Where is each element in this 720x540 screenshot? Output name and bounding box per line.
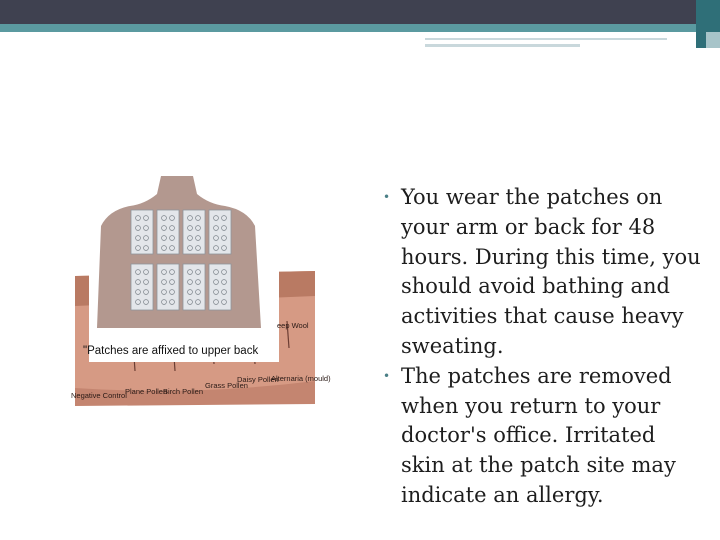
back-image-caption: "Patches are affixed to upper back (83, 345, 259, 357)
patch-test-photo (71, 176, 331, 434)
top-bar (0, 0, 720, 24)
arm-label: Daisy Pollen (237, 375, 279, 384)
top-accent-bar (0, 24, 720, 32)
bullet-item (383, 183, 703, 362)
arm-label: Grass Pollen (205, 381, 248, 390)
arm-label: Negative Control (71, 391, 127, 400)
arm-label: Birch Pollen (163, 387, 204, 396)
bullet-text: The patches are removed when you return to your doctor's office. Irritated skin at the patch site may indicate an allergy. (401, 363, 676, 507)
bullet-list (383, 183, 703, 511)
arm-label: eep Wool (277, 321, 309, 330)
decorative-line (425, 38, 667, 40)
bullet-text: You wear the patches on your arm or back for 48 hours. During this time, you should avoid bathing and activities that cause heavy sweating. (401, 185, 701, 358)
bullet-marker: • (383, 190, 391, 204)
arm-label: Alternaria (mould) (271, 374, 331, 383)
bullet-marker: • (383, 368, 391, 383)
corner-accent (706, 32, 720, 48)
decorative-line (425, 44, 580, 47)
bullet-item (383, 362, 703, 511)
arm-label: Plane Pollen (125, 387, 168, 396)
